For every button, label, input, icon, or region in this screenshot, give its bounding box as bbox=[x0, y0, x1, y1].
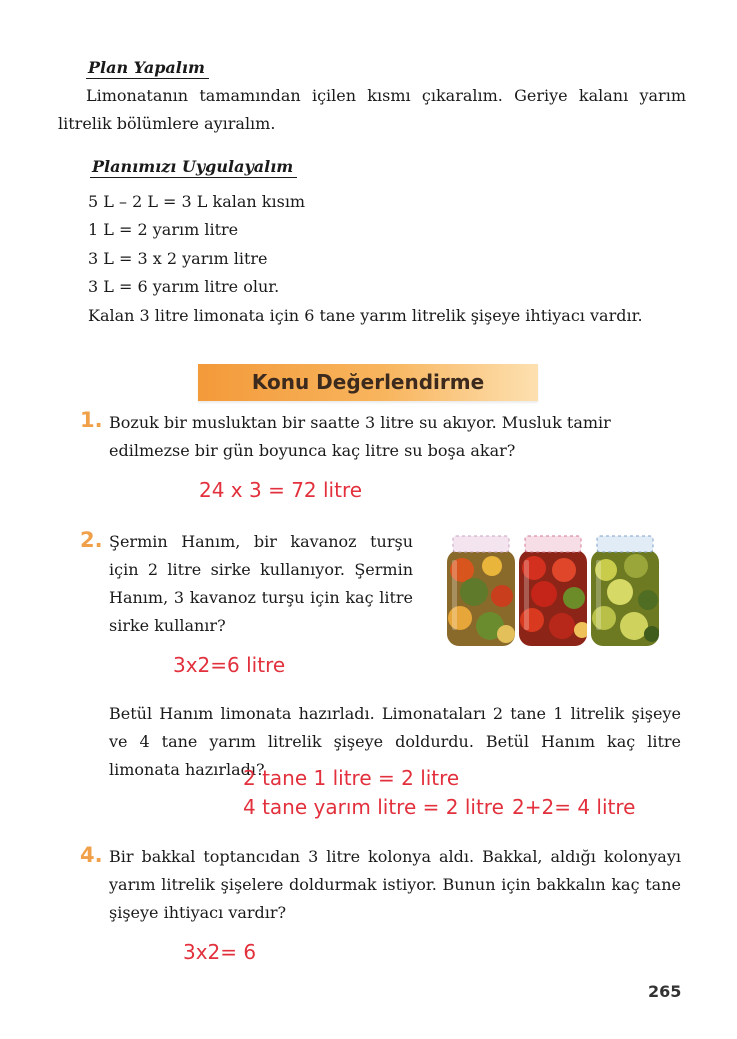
page-number: 265 bbox=[648, 982, 682, 1001]
question-text: Bozuk bir musluktan bir saatte 3 litre su akıyor. Musluk tamir edilmezse bir gün boyunca kaç litre su boşa akar? bbox=[109, 413, 611, 460]
answer-text: 24 x 3 = 72 litre bbox=[199, 478, 363, 502]
apply-heading: Planımızı Uygulayalım bbox=[90, 157, 297, 178]
question-text: Şermin Hanım, bir kavanoz turşu için 2 litre sirke kullanıyor. Şermin Hanım, 3 kavanoz turşu için kaç litre sirke kullanır? bbox=[109, 532, 413, 635]
answer-text: 4 tane yarım litre = 2 litre bbox=[243, 795, 504, 819]
plan-heading: Plan Yapalım bbox=[86, 58, 209, 79]
question-text: Bir bakkal toptancıdan 3 litre kolonya aldı. Bakkal, aldığı kolonyayı yarım litrelik şişelere doldurmak istiyor. Bunun için bakkalın kaç tane şişeye ihtiyacı vardır? bbox=[109, 847, 681, 922]
answer-text: 3x2= 6 bbox=[183, 940, 257, 964]
pickle-jars-image bbox=[444, 530, 662, 650]
question-number: 4. bbox=[80, 843, 103, 867]
evaluation-banner bbox=[198, 364, 538, 401]
answer-text: 3x2=6 litre bbox=[173, 653, 286, 677]
apply-line: 3 L = 3 x 2 yarım litre bbox=[88, 249, 268, 268]
answer-text: 2 tane 1 litre = 2 litre bbox=[243, 766, 460, 790]
plan-paragraph: Limonatanın tamamından içilen kısmı çıkaralım. Geriye kalanı yarım litrelik bölümlere ayıralım. bbox=[58, 86, 686, 133]
apply-line: 1 L = 2 yarım litre bbox=[88, 220, 239, 239]
question-number: 2. bbox=[80, 528, 103, 552]
answer-text: 2+2= 4 litre bbox=[512, 795, 636, 819]
evaluation-title: Konu Değerlendirme bbox=[251, 370, 485, 394]
apply-line: Kalan 3 litre limonata için 6 tane yarım litrelik şişeye ihtiyacı vardır. bbox=[88, 306, 643, 325]
apply-line: 5 L – 2 L = 3 L kalan kısım bbox=[88, 192, 306, 211]
question-text: Betül Hanım limonata hazırladı. Limonataları 2 tane 1 litrelik şişeye ve 4 tane yarım litrelik şişeye doldurdu. Betül Hanım kaç litre limonata hazırladı? bbox=[109, 704, 681, 779]
question-number: 1. bbox=[80, 408, 103, 432]
apply-line: 3 L = 6 yarım litre olur. bbox=[88, 277, 280, 296]
